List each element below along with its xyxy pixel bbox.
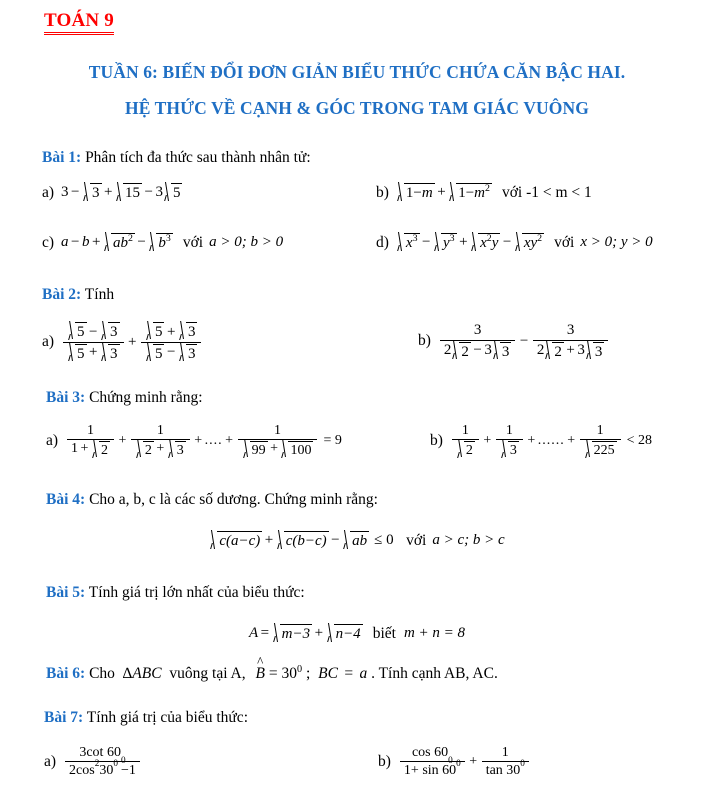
radicand [111, 233, 135, 252]
exercise-6-lead: Bài 6: [46, 665, 86, 682]
exercise-2b-expression [438, 322, 610, 359]
variable: ab [112, 235, 128, 252]
sqrt [470, 233, 500, 252]
fraction [131, 423, 190, 458]
exercise-5-expression [249, 624, 465, 643]
operator: + [166, 324, 176, 341]
exercise-3a-label: a) [46, 431, 59, 449]
exercise-3a [46, 423, 344, 458]
exercise-1-prompt-text: Phân tích đa thức sau thành nhân tử: [85, 149, 311, 166]
denominator [533, 340, 608, 360]
exercise-3-lead: Bài 3: [46, 389, 86, 406]
numerator: 1 [596, 423, 604, 439]
exercise-1-row-cd [0, 233, 714, 289]
operator: + [89, 343, 98, 360]
exercise-1-prompt [42, 148, 714, 167]
radical-icon [545, 342, 553, 360]
exercise-6-text-1: Cho [89, 665, 115, 682]
operator: − [144, 184, 153, 201]
denominator: 2cos 2 30 0 −1 [65, 761, 140, 778]
operator: − [71, 234, 80, 251]
exercise-7-lead: Bài 7: [44, 709, 84, 726]
radicand [404, 183, 435, 202]
radical-icon [92, 441, 100, 458]
numerator: 1 [461, 423, 469, 439]
operator: + [314, 625, 324, 642]
exercise-2-lead: Bài 2: [42, 286, 82, 303]
exercise-7-row [0, 745, 714, 805]
term: 3cot 60 [79, 745, 121, 761]
exercise-2a [42, 322, 203, 361]
condition-math: a > c; b > c [432, 532, 505, 549]
document-label: TOÁN 9 [44, 11, 114, 35]
operator: − [519, 332, 529, 349]
denominator [440, 340, 515, 360]
term: −1 [120, 763, 136, 779]
radicand: 2 [554, 343, 562, 360]
degree-sup: 0 [296, 663, 303, 675]
exercise-2-prompt-text: Tính [84, 286, 115, 303]
exercise-1 [0, 148, 714, 289]
radical-icon [449, 183, 457, 202]
exercise-3-prompt [46, 388, 714, 407]
radicand: 3 [187, 345, 196, 362]
exercise-2b [418, 322, 610, 359]
fraction [580, 423, 621, 458]
exercise-1c-label: c) [42, 233, 55, 251]
fraction [496, 423, 523, 458]
operator: + [156, 441, 165, 457]
denominator: tan 30 0 [482, 761, 529, 778]
radical-icon [146, 344, 154, 362]
sqrt [115, 183, 142, 202]
operator: = [260, 625, 270, 642]
radical-icon [83, 183, 91, 202]
radical-icon [168, 441, 176, 458]
radicand: 2 [465, 443, 473, 459]
numerator: 3 [473, 322, 482, 339]
operator: − [473, 341, 482, 358]
exercise-5-prompt-text: Tính giá trị lớn nhất của biểu thức: [88, 584, 305, 601]
denominator: 1+ sin 60 0 [400, 761, 465, 778]
coefficient: 3 [577, 341, 585, 358]
radical-icon [273, 624, 281, 643]
radicand: 5 [77, 324, 85, 341]
exercise-5 [0, 583, 714, 643]
const: 1− [458, 185, 475, 202]
condition-label: với [182, 233, 204, 251]
radical-icon [397, 183, 405, 202]
radicand: 2 [100, 443, 108, 459]
radicand: 3 [176, 443, 184, 459]
exercise-6-text-2: vuông tại A, [169, 665, 246, 682]
exponent: 3 [449, 233, 455, 245]
numerator [141, 322, 201, 341]
radical-icon [164, 183, 172, 202]
condition-label: với [406, 531, 427, 549]
ellipsis: ...... [537, 432, 565, 448]
variable: b [158, 235, 166, 252]
fraction [452, 423, 479, 458]
ellipsis: .... [204, 432, 223, 448]
sqrt [163, 183, 183, 202]
exercise-4-prompt [46, 490, 714, 509]
operator: + [270, 441, 278, 457]
const: 1 [71, 441, 79, 457]
sqrt [396, 183, 435, 202]
radical-icon [586, 342, 594, 360]
condition-math: x > 0; y > 0 [580, 234, 653, 251]
radical-icon [501, 441, 509, 458]
operator: + [264, 532, 274, 549]
radicand: 3 [110, 345, 118, 362]
operator: − [166, 343, 176, 360]
title-line-2: HỆ THỨC VỀ CẠNH & GÓC TRONG TAM GIÁC VUÔNG [125, 98, 589, 119]
denominator [63, 342, 123, 362]
separator: ; [305, 665, 311, 682]
operator: + [104, 184, 113, 201]
exercise-7 [0, 708, 714, 805]
radicand [456, 183, 492, 202]
exercise-5-formula [0, 624, 714, 643]
condition-math: m + n = 8 [403, 625, 466, 642]
exercise-1a-label: a) [42, 183, 55, 201]
variable: m [421, 185, 433, 202]
exercise-1b [376, 183, 592, 202]
term: 30 [99, 763, 114, 779]
exercise-2-prompt [42, 285, 714, 304]
exercise-7-prompt [44, 708, 714, 727]
exercise-4-expression [209, 531, 504, 550]
operator: − [71, 184, 80, 201]
exercise-3b-label: b) [430, 431, 443, 449]
radical-icon [68, 344, 76, 362]
numerator: 3cot 60 0 [79, 745, 126, 766]
operator: + [567, 432, 576, 448]
fraction [67, 423, 114, 458]
radical-icon [179, 344, 187, 362]
denominator [580, 439, 621, 458]
numerator: 1 [156, 423, 164, 439]
radicand: 15 [124, 185, 140, 202]
operator: − [422, 234, 431, 251]
exercise-7b-expression [398, 745, 531, 778]
radicand: 3 [509, 443, 517, 459]
exponent: 2 [485, 183, 490, 195]
exercise-6-prompt [46, 663, 714, 683]
operator: + [80, 441, 89, 457]
radical-icon [101, 344, 109, 362]
radical-icon [493, 342, 501, 360]
sqrt [103, 233, 135, 252]
variable: m [474, 185, 486, 202]
exercise-4 [0, 490, 714, 555]
numerator: 1 [274, 423, 282, 439]
exercise-3a-expression [65, 423, 344, 458]
radical-icon [116, 183, 124, 202]
sqrt [396, 233, 420, 252]
radical-icon [277, 531, 285, 550]
radicand: 99 [251, 443, 266, 459]
radicand: 3 [501, 343, 510, 360]
radical-icon [149, 233, 157, 252]
variable: x [405, 235, 413, 252]
exercise-1d-expression [396, 233, 653, 252]
exercise-1d-label: d) [376, 233, 389, 251]
sqrt [448, 183, 492, 202]
fraction [482, 745, 529, 778]
result: = 9 [323, 432, 342, 448]
numerator: 3 [566, 322, 575, 339]
radicand [478, 233, 500, 252]
denominator [238, 439, 318, 458]
radical-icon [397, 233, 405, 252]
radicand: 3 [187, 324, 196, 341]
condition-math: a > 0; b > 0 [209, 234, 284, 251]
exponent: 2 [486, 233, 492, 245]
term: 3 [61, 184, 69, 201]
radical-icon [457, 441, 465, 458]
radicand: 3 [594, 343, 603, 360]
radical-icon [243, 441, 251, 458]
numerator: 1 [505, 423, 513, 439]
operator: + [92, 234, 101, 251]
fraction [141, 322, 201, 361]
radical-icon [136, 441, 144, 458]
exponent: 2 [537, 233, 543, 245]
exercise-7a [44, 745, 142, 778]
relation: ≤ 0 [374, 532, 394, 549]
operator: + [437, 184, 446, 201]
radicand: 5 [154, 324, 163, 341]
exercise-3b [430, 423, 655, 458]
radicand: ab [352, 533, 368, 550]
exercise-7a-expression [63, 745, 142, 778]
exercise-1-row-ab [0, 183, 714, 239]
operator: − [502, 234, 512, 251]
radical-icon [515, 233, 523, 252]
variable: y [491, 235, 499, 252]
radicand: 5 [154, 345, 163, 362]
operator: + [128, 333, 137, 350]
title-block [0, 62, 714, 118]
operator: + [118, 432, 127, 448]
radical-icon [104, 233, 112, 252]
operator: + [225, 432, 234, 448]
exercise-7b [378, 745, 531, 778]
value-a: a [359, 665, 368, 682]
radical-icon [210, 531, 218, 550]
fraction [65, 745, 140, 778]
radical-icon [281, 441, 289, 458]
operator: + [459, 234, 468, 251]
denominator [131, 439, 190, 458]
segment-bc: BC [318, 665, 338, 682]
variable: xy [523, 235, 538, 252]
exercise-1a-expression [61, 183, 182, 202]
exercise-7a-label: a) [44, 752, 57, 770]
exercise-4-lead: Bài 4: [46, 491, 86, 508]
exercise-2a-label: a) [42, 333, 55, 351]
variable: x [480, 235, 487, 252]
radicand: 2 [144, 443, 152, 459]
fraction [63, 322, 123, 361]
variable: a [61, 234, 69, 251]
radicand: n−4 [335, 626, 361, 643]
coefficient: 3 [155, 184, 163, 201]
variable: A [248, 625, 259, 642]
exercise-4-prompt-text: Cho a, b, c là các số dương. Chứng minh rằng: [89, 491, 378, 508]
denominator [67, 439, 114, 458]
operator: = [344, 665, 354, 682]
exercise-1-lead: Bài 1: [42, 149, 82, 166]
const: 1− [405, 185, 422, 202]
radical-icon [327, 624, 335, 643]
exercise-1b-expression [396, 183, 592, 202]
operator: + [566, 341, 575, 358]
exercise-3b-expression [450, 423, 655, 458]
exercise-7b-label: b) [378, 752, 391, 770]
triangle-abc: ∆ABC [122, 665, 162, 682]
denominator [452, 439, 479, 458]
radicand [522, 233, 544, 252]
radicand: m−3 [281, 626, 311, 643]
radical-icon [452, 342, 460, 360]
radicand: 5 [77, 345, 85, 362]
exponent: 2 [127, 233, 133, 245]
radicand: 100 [290, 443, 312, 459]
radicand: 5 [172, 185, 181, 202]
title-line-1: TUẦN 6: BIẾN ĐỔI ĐƠN GIẢN BIỂU THỨC CHỨA CĂN BẬC HAI. [88, 62, 626, 82]
exercise-5-prompt [46, 583, 714, 602]
operator: + [469, 753, 478, 769]
numerator: cos 60 0 [411, 745, 453, 766]
radicand: 2 [461, 343, 469, 360]
sqrt [148, 233, 172, 252]
angle-b: ^ B [256, 663, 265, 683]
exponent: 3 [412, 233, 418, 245]
condition-label: biết [372, 624, 396, 642]
radicand: 3 [92, 185, 100, 202]
exercise-2 [0, 285, 714, 382]
coefficient: 2 [443, 341, 452, 358]
denominator [496, 439, 523, 458]
numerator: 1 [501, 745, 509, 761]
coefficient: 3 [484, 341, 492, 358]
fraction [440, 322, 515, 359]
exercise-1c [42, 233, 283, 252]
result: < 28 [626, 432, 653, 448]
radicand: 225 [593, 443, 615, 459]
radicand: c(b−c) [285, 533, 327, 550]
radicand: c(a−c) [219, 533, 261, 550]
angle-equals [269, 665, 302, 682]
term: 1+ sin 60 [403, 763, 457, 779]
variable: b [82, 234, 90, 251]
radicand [156, 233, 172, 252]
radical-icon [179, 322, 187, 340]
variable: y [443, 235, 450, 252]
exercise-2b-label: b) [418, 332, 431, 350]
sqrt [514, 233, 544, 252]
exercise-1a [42, 183, 182, 202]
radical-icon [585, 441, 593, 458]
radical-icon [343, 531, 351, 550]
fraction [400, 745, 465, 778]
exercise-7-prompt-text: Tính giá trị của biểu thức: [86, 709, 248, 726]
fraction [238, 423, 318, 458]
angle-value: = 30 [268, 665, 297, 682]
exercise-3-row [0, 423, 714, 481]
exercise-4-formula [0, 531, 714, 555]
coefficient: 2 [536, 341, 545, 358]
fraction [533, 322, 608, 359]
radicand: 3 [110, 324, 118, 341]
exercise-3 [0, 388, 714, 481]
operator: − [331, 532, 340, 549]
numerator: 1 [87, 423, 94, 439]
exercise-1d [376, 233, 653, 252]
denominator [141, 342, 201, 362]
numerator [63, 322, 123, 341]
exercise-6-text-3: . Tính cạnh AB, AC. [371, 665, 498, 682]
condition-label: với [554, 233, 575, 251]
operator: + [194, 432, 203, 448]
exercise-3-prompt-text: Chứng minh rằng: [89, 389, 203, 406]
exercise-2-row [0, 322, 714, 382]
radical-icon [434, 233, 442, 252]
operator: − [137, 234, 146, 251]
operator: − [89, 324, 98, 341]
operator: + [483, 432, 492, 448]
term: tan 30 [485, 763, 521, 779]
sqrt [82, 183, 102, 202]
exercise-6 [0, 663, 714, 683]
exercise-2a-expression [61, 322, 203, 361]
exponent: 3 [165, 233, 171, 245]
condition: với -1 < m < 1 [501, 183, 592, 201]
exercise-1c-expression [61, 233, 283, 252]
operator: + [527, 432, 536, 448]
radical-icon [146, 322, 154, 340]
term: 2cos [69, 763, 95, 779]
exercise-1b-label: b) [376, 183, 389, 201]
term: cos 60 [411, 745, 449, 761]
exercise-5-lead: Bài 5: [46, 584, 86, 601]
radical-icon [68, 322, 76, 340]
radical-icon [471, 233, 479, 252]
radical-icon [101, 322, 109, 340]
sqrt [433, 233, 457, 252]
